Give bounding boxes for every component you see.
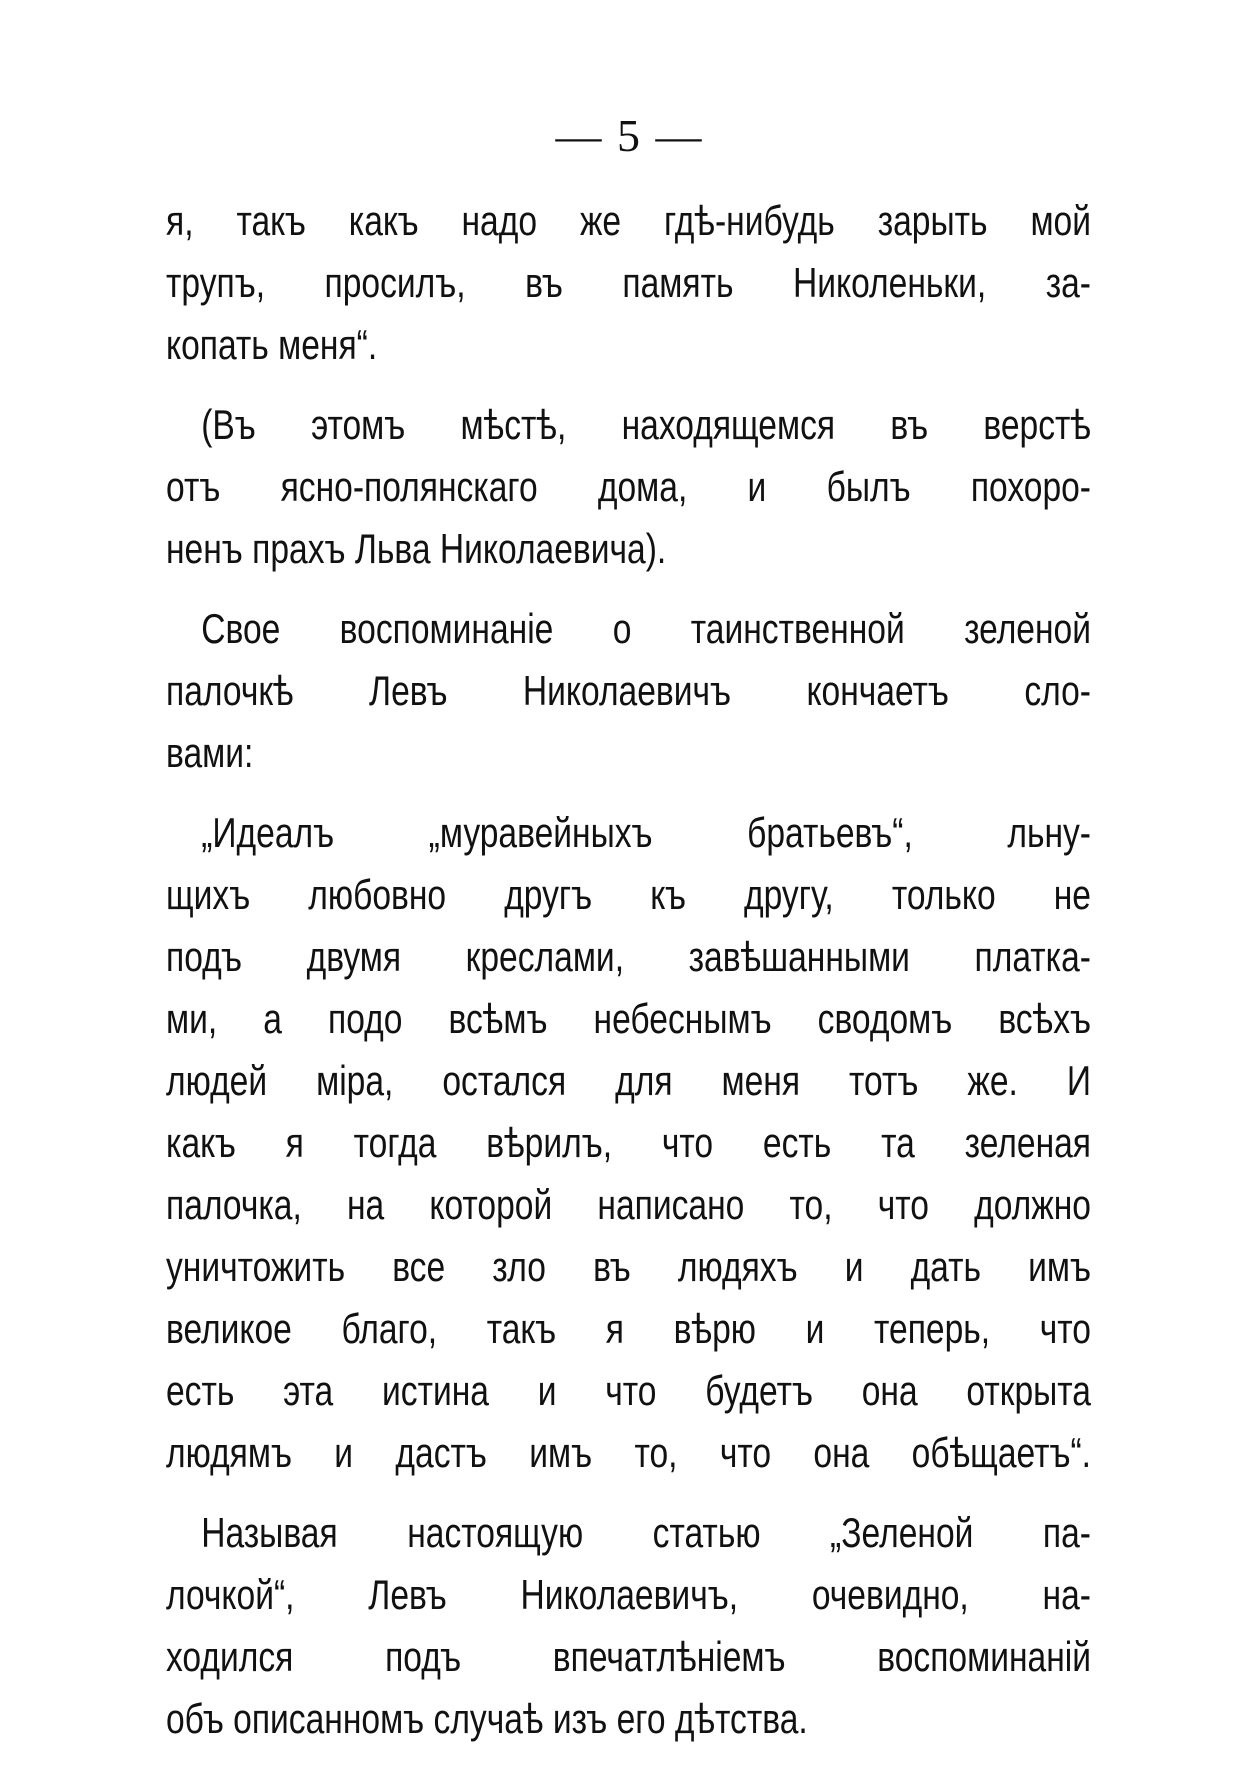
text-line: „Идеалъ „муравейныхъ братьевъ“, льну- (201, 809, 1091, 856)
text-line: вами: (166, 729, 254, 776)
text-line: Называя настоящую статью „Зеленой па- (201, 1509, 1091, 1556)
text-line: людей міра, остался для меня тотъ же. И (166, 1057, 1091, 1104)
text-line: палочкѣ Левъ Николаевичъ кончаетъ сло- (166, 667, 1091, 714)
text-line: щихъ любовно другъ къ другу, только не (166, 871, 1091, 918)
paragraph (166, 598, 1091, 784)
text-line: людямъ и дастъ имъ то, что она обѣщаетъ“. (166, 1429, 1091, 1476)
page-number: — 5 — (555, 110, 704, 161)
paragraph (166, 802, 1091, 1484)
text-line: лочкой“, Левъ Николаевичъ, очевидно, на- (166, 1571, 1091, 1618)
text-line: ми, а подо всѣмъ небеснымъ сводомъ всѣхъ (166, 995, 1091, 1042)
text-line: ходился подъ впечатлѣніемъ воспоминаній (166, 1633, 1091, 1680)
body-text (166, 190, 1091, 1750)
text-line: Свое воспоминаніе о таинственной зеленой (201, 605, 1091, 652)
text-line: объ описанномъ случаѣ изъ его дѣтства. (166, 1695, 808, 1742)
paragraph (166, 190, 1091, 376)
text-line: великое благо, такъ я вѣрю и теперь, что (166, 1305, 1091, 1352)
text-line: палочка, на которой написано то, что должно (166, 1181, 1091, 1228)
text-line: (Въ этомъ мѣстѣ, находящемся въ верстѣ (201, 401, 1091, 448)
text-line: есть эта истина и что будетъ она открыта (166, 1367, 1091, 1414)
text-line: отъ ясно-полянскаго дома, и былъ похоро- (166, 463, 1091, 510)
text-line: копать меня“. (166, 321, 378, 368)
text-line: уничтожить все зло въ людяхъ и дать имъ (166, 1243, 1091, 1290)
text-line: подъ двумя креслами, завѣшанными платка- (166, 933, 1091, 980)
text-line: ненъ прахъ Льва Николаевича). (166, 525, 667, 572)
text-line: какъ я тогда вѣрилъ, что есть та зеленая (166, 1119, 1091, 1166)
paragraph (166, 1502, 1091, 1750)
text-line: я, такъ какъ надо же гдѣ-нибудь зарыть мой (166, 197, 1091, 244)
paragraph (166, 394, 1091, 580)
text-line: трупъ, просилъ, въ память Николеньки, за- (166, 259, 1091, 306)
